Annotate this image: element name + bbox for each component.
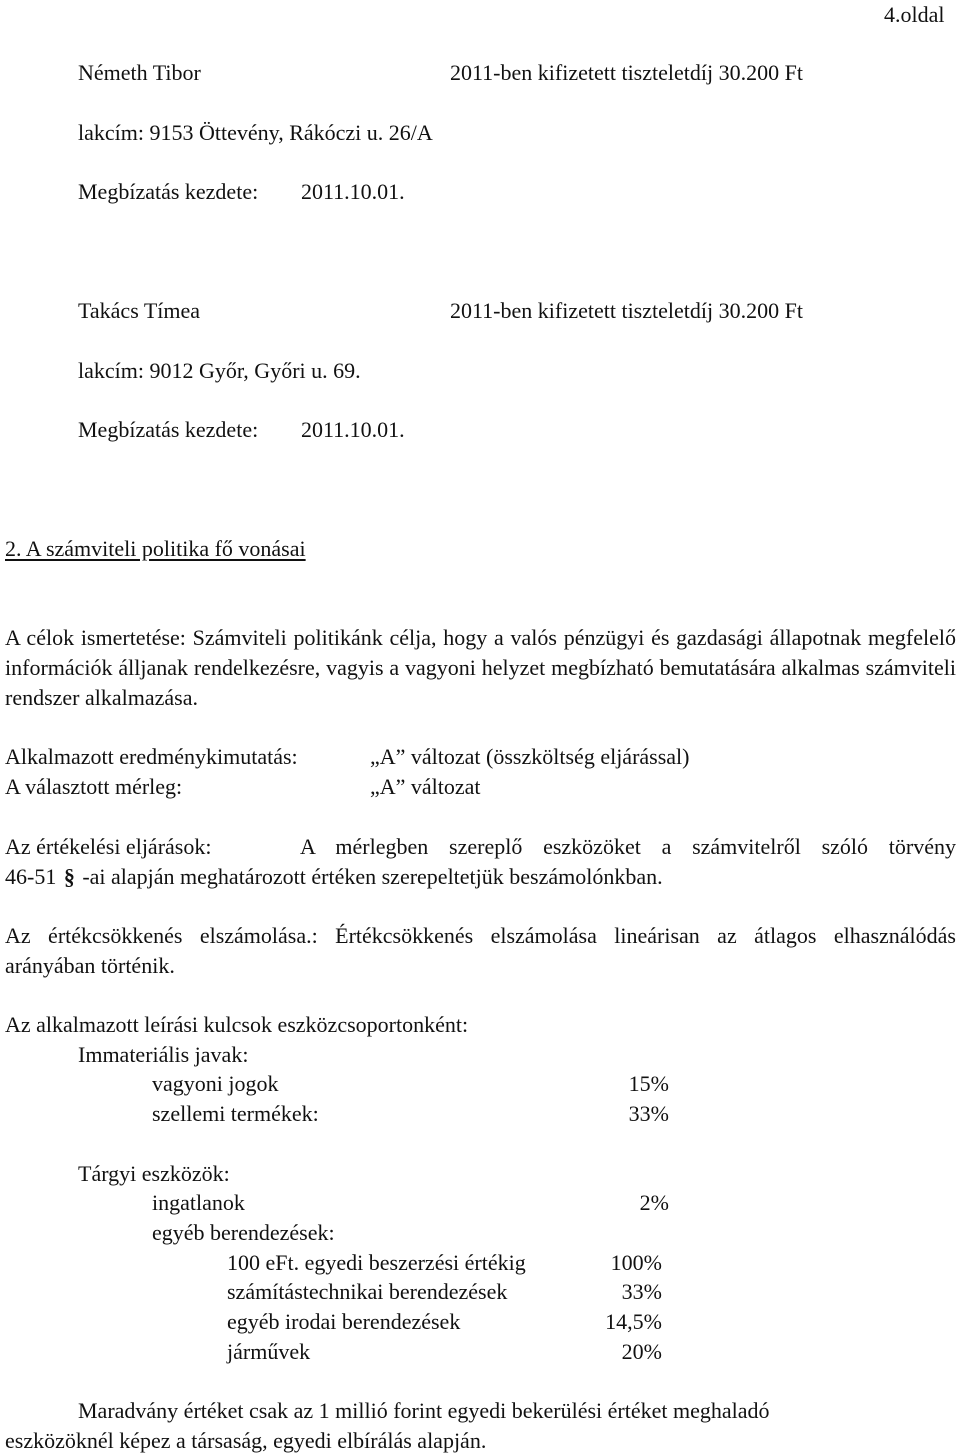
balance-sheet-label: A választott mérleg:: [5, 774, 183, 799]
person-1-payment: 2011-ben kifizetett tiszteletdíj 30.200 Ft: [450, 60, 803, 85]
income-statement-value: „A” változat (összköltség eljárással): [370, 744, 690, 769]
valuation-label: Az értékelési eljárások:: [5, 834, 212, 859]
balance-sheet-value: „A” változat: [370, 774, 481, 799]
residual-line-2: eszközöknél képez a társaság, egyedi elbírálás alapján.: [5, 1428, 487, 1453]
income-statement-label: Alkalmazott eredménykimutatás:: [5, 744, 298, 769]
tangibles-heading: Tárgyi eszközök:: [78, 1161, 230, 1186]
rate-value: 33%: [621, 1279, 662, 1304]
valuation-line-1: A mérlegben szereplő eszközöket a számvitelről szóló törvény: [300, 834, 956, 859]
person-1-name: Németh Tibor: [78, 60, 201, 85]
rate-value: 14,5%: [605, 1309, 662, 1334]
person-1-address: lakcím: 9153 Öttevény, Rákóczi u. 26/A: [78, 120, 433, 145]
valuation-paragraph-rest: -ai alapján meghatározott értéken szerepeltetjük beszámolónkban.: [82, 864, 663, 889]
goals-paragraph: A célok ismertetése: Számviteli politikánk célja, hogy a valós pénzügyi és gazdasági állapotnak megfelelő információk álljanak rendelkezésre, vagyis a vagyoni helyzet megbízható bemutatására alkalmas számviteli rendszer alkalmazása.: [5, 625, 956, 710]
rates-heading: Az alkalmazott leírási kulcsok eszközcsoportonként:: [5, 1012, 469, 1037]
rate-label: ingatlanok: [152, 1190, 245, 1215]
depreciation-paragraph: Az értékcsökkenés elszámolása.: Értékcsökkenés elszámolása lineárisan az átlagos elhasználódás arányában történik.: [5, 923, 956, 978]
person-2-name: Takács Tímea: [78, 298, 201, 323]
rate-label: vagyoni jogok: [152, 1071, 279, 1096]
valuation-paragraph-range: 46-51: [5, 864, 57, 889]
rate-label: 100 eFt. egyedi beszerzési értékig: [227, 1250, 526, 1275]
rate-label: egyéb irodai berendezések: [227, 1309, 461, 1334]
rate-label: szellemi termékek:: [152, 1101, 319, 1126]
rate-value: 20%: [621, 1339, 662, 1364]
person-2-address: lakcím: 9012 Győr, Győri u. 69.: [78, 358, 361, 383]
person-2-mandate-date: 2011.10.01.: [301, 417, 405, 442]
section-sign: §: [63, 864, 75, 889]
person-2-payment: 2011-ben kifizetett tiszteletdíj 30.200 Ft: [450, 298, 803, 323]
intangibles-heading: Immateriális javak:: [78, 1042, 249, 1067]
section-title: 2. A számviteli politika fő vonásai: [5, 536, 306, 561]
rate-value: 100%: [610, 1250, 662, 1275]
person-1-mandate-label: Megbízatás kezdete:: [78, 179, 259, 204]
valuation-line-2: [5, 862, 663, 892]
rate-value: 15%: [628, 1071, 669, 1096]
residual-line-1: Maradvány értéket csak az 1 millió forint egyedi bekerülési értéket meghaladó: [78, 1398, 770, 1423]
page-number: 4.oldal: [884, 2, 945, 27]
person-1-mandate-date: 2011.10.01.: [301, 179, 405, 204]
rate-label: számítástechnikai berendezések: [227, 1279, 508, 1304]
other-equipment-heading: egyéb berendezések:: [152, 1220, 335, 1245]
rate-value: 2%: [639, 1190, 669, 1215]
person-2-mandate-label: Megbízatás kezdete:: [78, 417, 259, 442]
rate-value: 33%: [628, 1101, 669, 1126]
rate-label: járművek: [227, 1339, 311, 1364]
